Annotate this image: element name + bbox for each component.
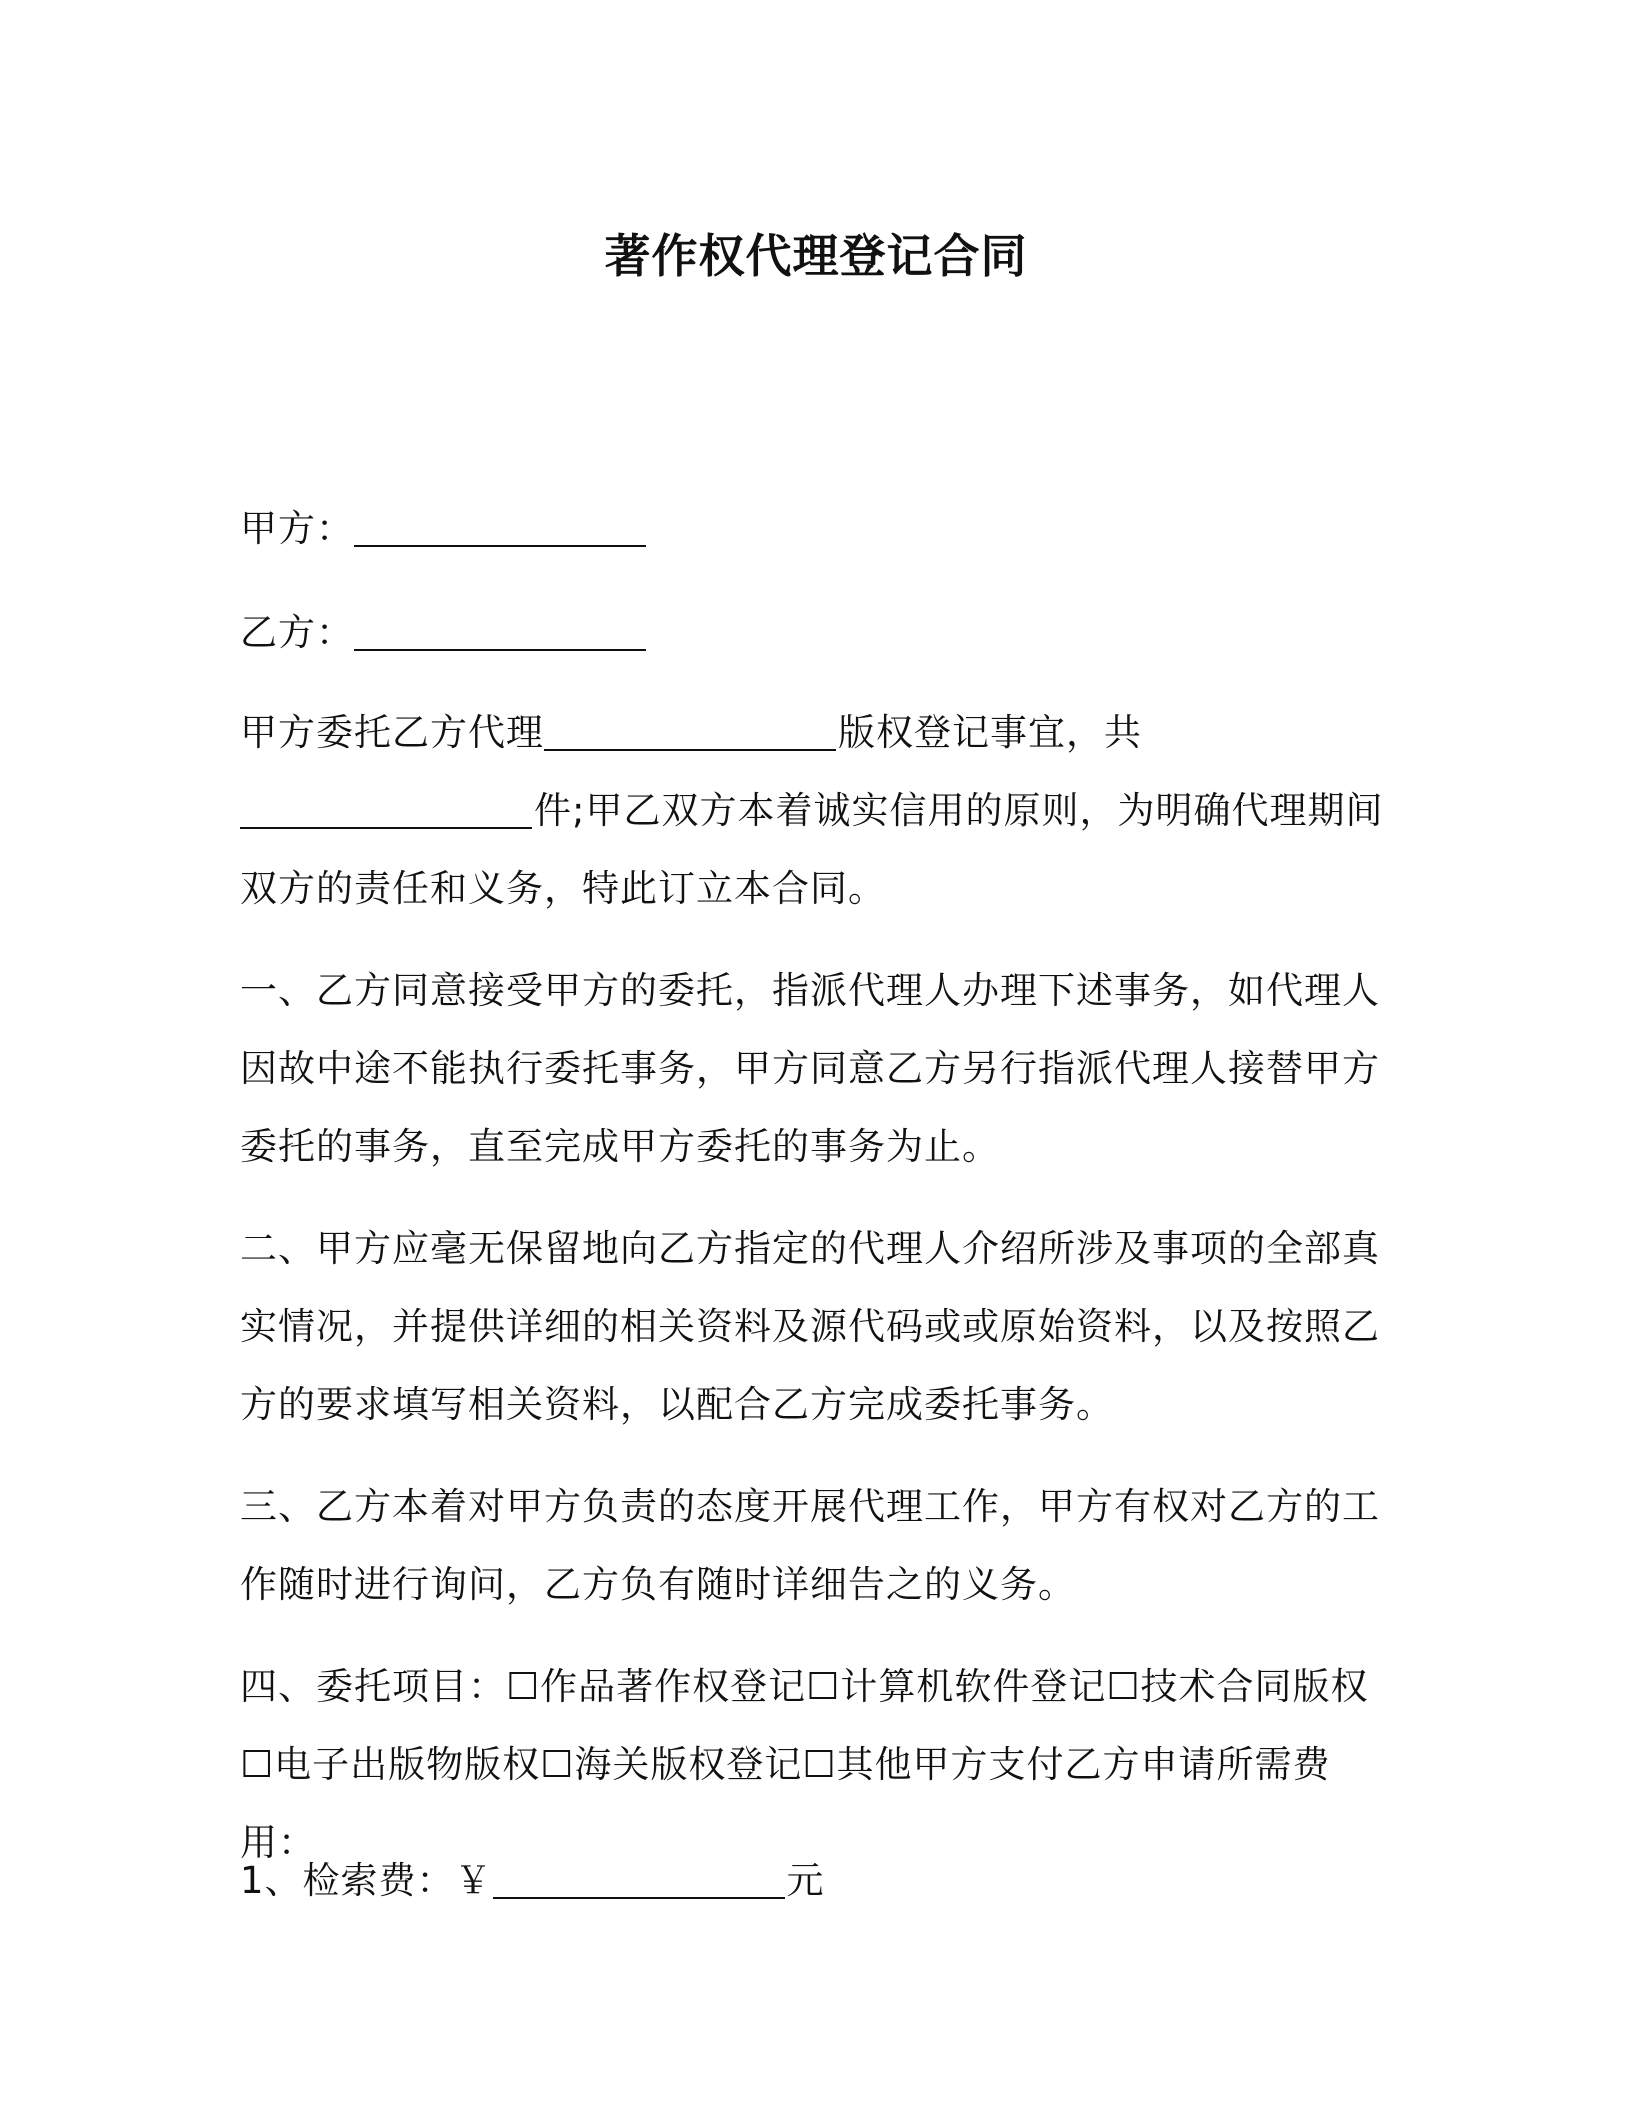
fee-1-unit: 元 <box>786 1859 825 1902</box>
intro-paragraph <box>240 694 1390 928</box>
clause-2: 二、甲方应毫无保留地向乙方指定的代理人介绍所涉及事项的全部真实情况，并提供详细的相关资料及源代码或或原始资料，以及按照乙方的要求填写相关资料，以配合乙方完成委托事务。 <box>240 1227 1380 1426</box>
intro-part2: 版权登记事宜，共 <box>838 711 1142 754</box>
clause-1: 一、乙方同意接受甲方的委托，指派代理人办理下述事务，如代理人因故中途不能执行委托事务，甲方同意乙方另行指派代理人接替甲方委托的事务，直至完成甲方委托的事务为止。 <box>240 969 1380 1168</box>
party-b-line <box>240 594 1390 672</box>
party-a-blank <box>354 544 646 547</box>
party-b-blank <box>354 648 646 651</box>
party-a-line <box>240 490 1390 568</box>
item-count-blank <box>240 826 532 829</box>
clause-3: 三、乙方本着对甲方负责的态度开展代理工作，甲方有权对乙方的工作随时进行询问，乙方负有随时详细告之的义务。 <box>240 1485 1380 1606</box>
party-a-label: 甲方： <box>240 507 354 550</box>
clause-4: 四、委托项目：☐作品著作权登记☐计算机软件登记☐技术合同版权☐电子出版物版权☐海关版权登记☐其他甲方支付乙方申请所需费用： <box>240 1665 1369 1864</box>
intro-part1: 甲方委托乙方代理 <box>240 711 544 754</box>
fee-1-line <box>240 1842 1390 1920</box>
intro-part3: 件;甲乙双方本着诚实信用的原则，为明确代理期间双方的责任和义务，特此订立本合同。 <box>240 789 1384 910</box>
agency-item-blank <box>544 748 836 751</box>
fee-1-blank <box>493 1896 785 1899</box>
fee-1-label: 1、检索费：￥ <box>240 1859 493 1902</box>
party-b-label: 乙方： <box>240 611 354 654</box>
document-title: 著作权代理登记合同 <box>604 229 1028 283</box>
